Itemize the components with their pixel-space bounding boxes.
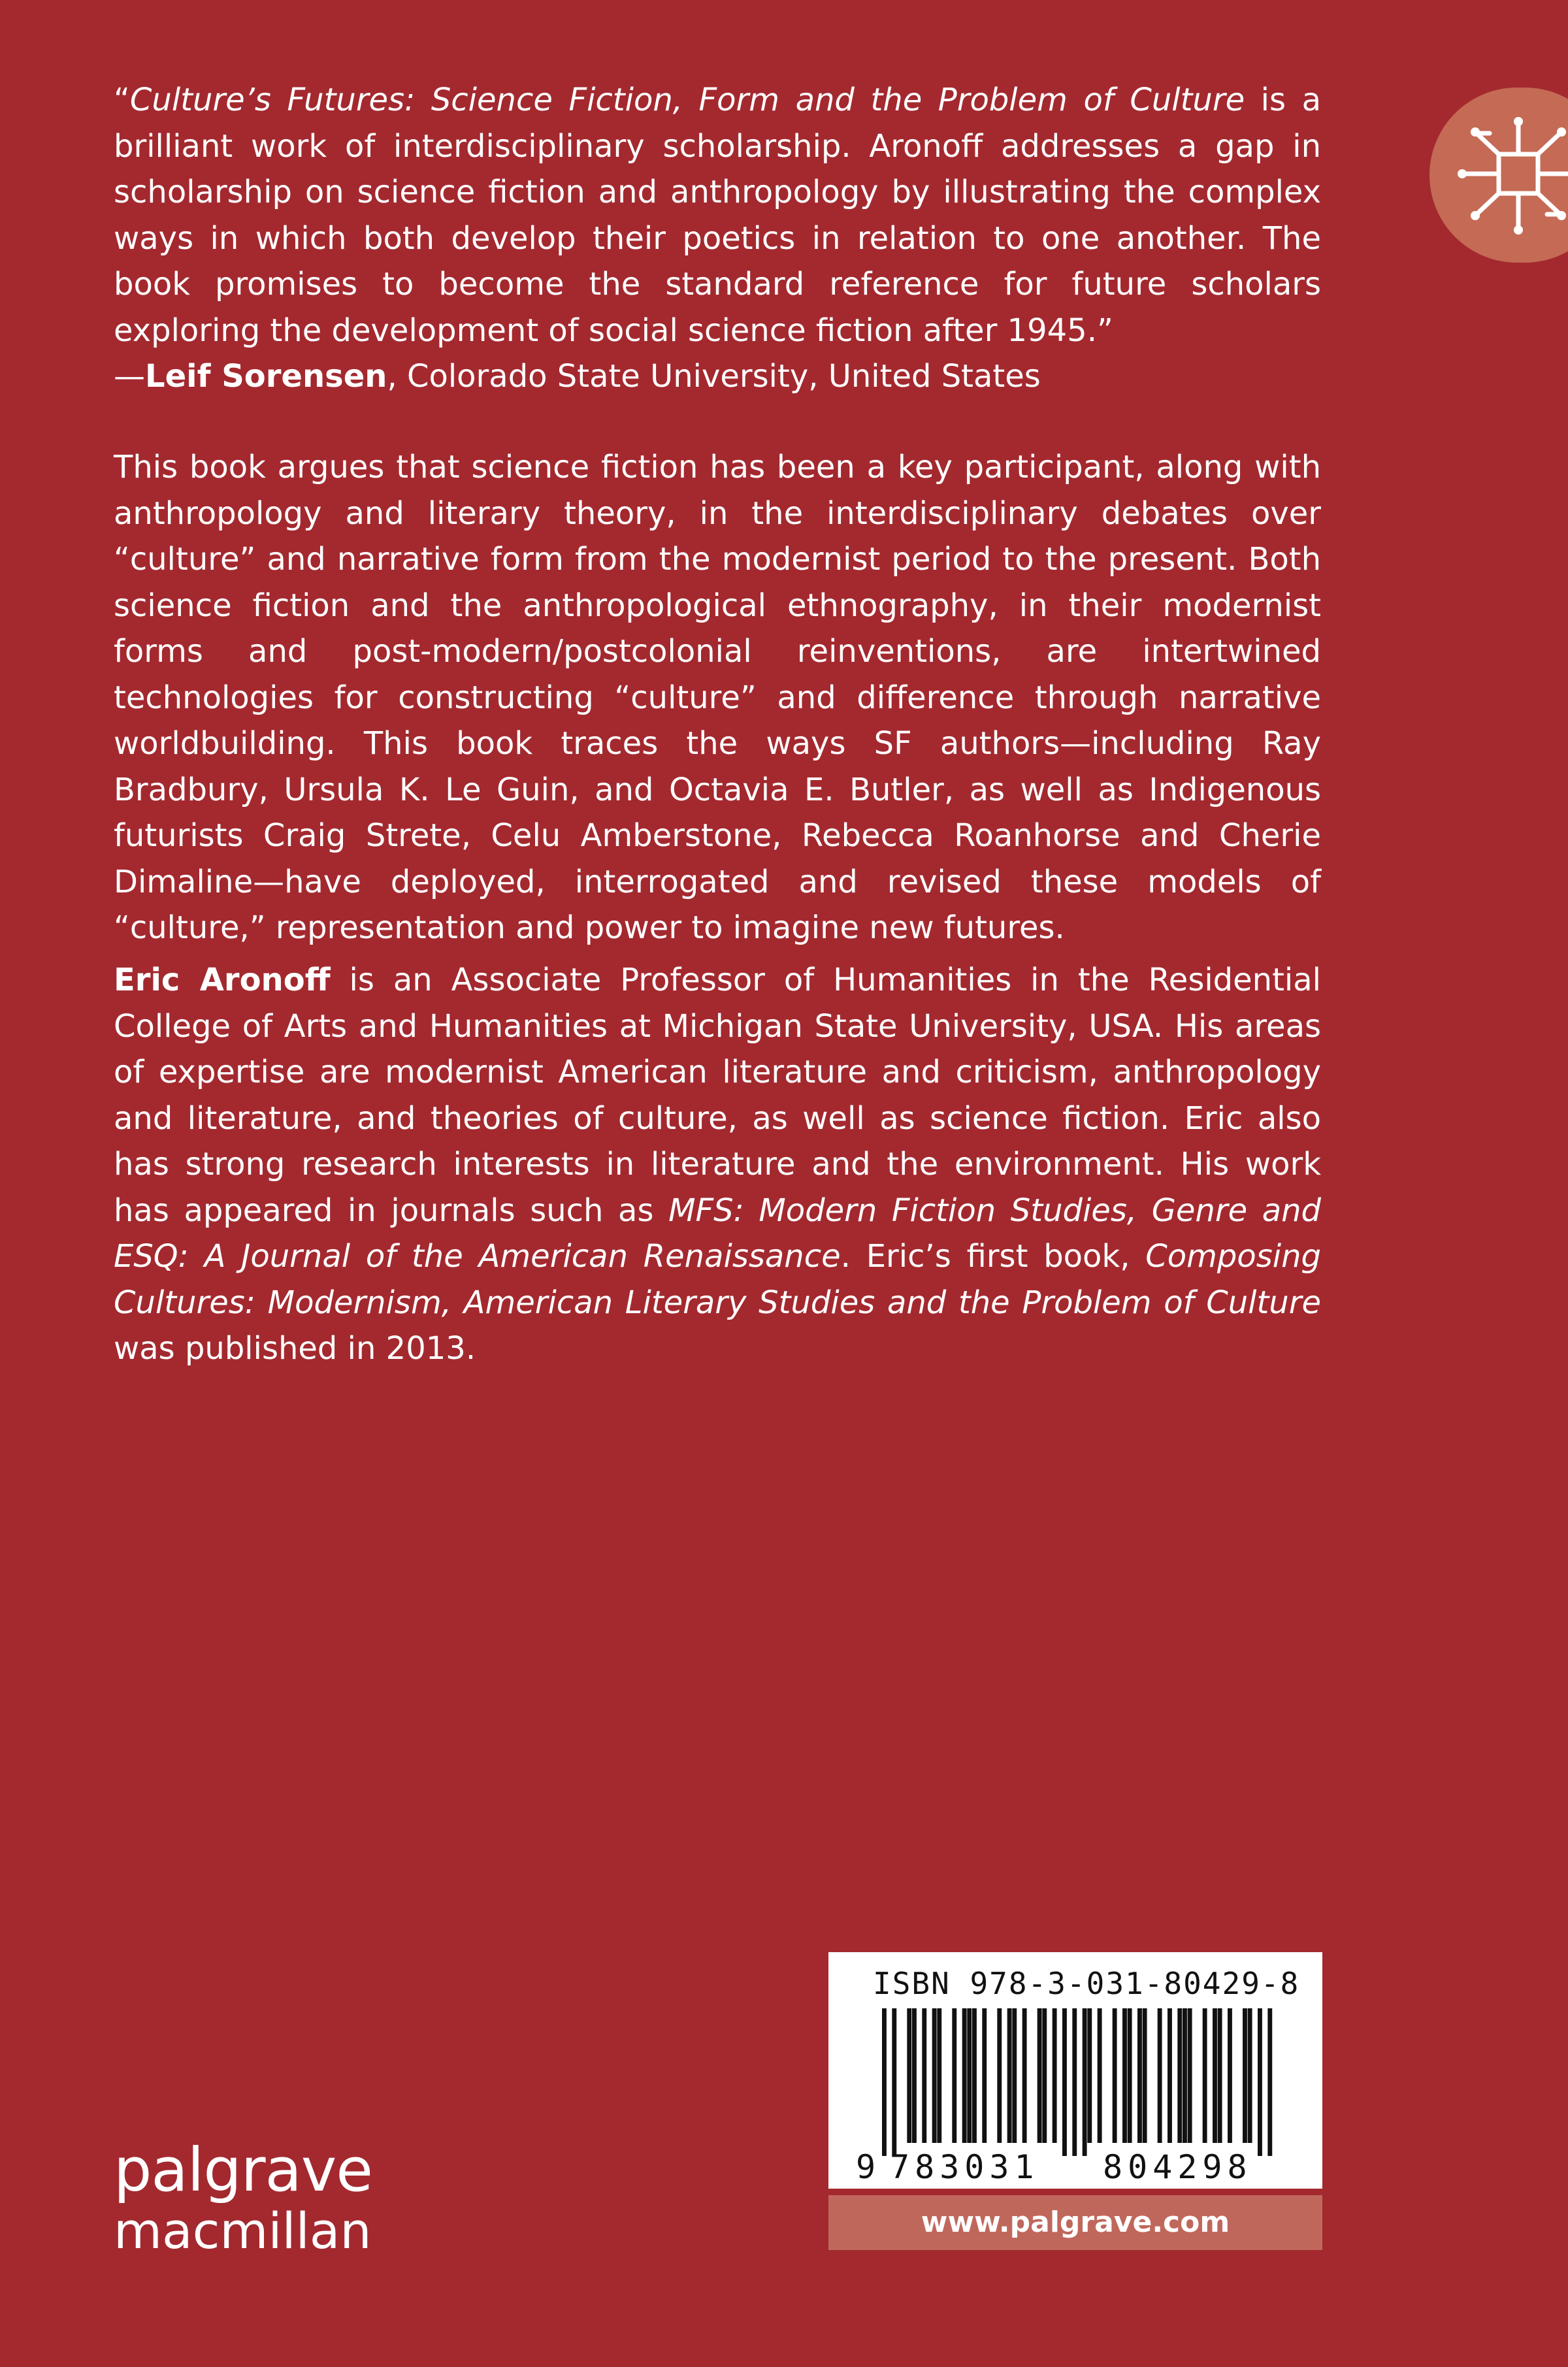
- barcode-bar: [907, 2008, 911, 2143]
- publisher-logo-line2: macmillan: [114, 2202, 372, 2260]
- barcode: [828, 1952, 1322, 2189]
- barcode-bar: [1128, 2008, 1132, 2143]
- barcode-left-digits: 783031: [890, 2148, 1039, 2186]
- bio-text-2: . Eric’s first book,: [840, 1238, 1146, 1275]
- praise-quote-text: [114, 77, 1321, 353]
- barcode-bar: [1037, 2008, 1042, 2143]
- barcode-bar: [1137, 2008, 1142, 2143]
- barcode-bar: [962, 2008, 967, 2143]
- barcode-bar: [882, 2008, 887, 2156]
- barcode-lead-digit: 9: [856, 2148, 876, 2186]
- book-title: Culture’s Futures: Science Fiction, Form and the Problem of Culture: [129, 82, 1245, 118]
- barcode-bar: [892, 2008, 896, 2156]
- barcode-bar: [1213, 2008, 1217, 2143]
- barcode-bar: [1007, 2008, 1012, 2143]
- barcode-bar: [1087, 2008, 1092, 2143]
- attribution-dash: —: [114, 358, 145, 395]
- compass-icon: [1453, 114, 1568, 238]
- reviewer-affiliation: , Colorado State University, United States: [387, 358, 1041, 395]
- barcode-bar: [1177, 2008, 1182, 2143]
- reviewer-name: Leif Sorensen: [145, 358, 387, 395]
- barcode-bar: [1228, 2008, 1232, 2143]
- publisher-website: www.palgrave.com: [828, 2195, 1322, 2250]
- barcode-bar: [1072, 2008, 1077, 2156]
- barcode-bar: [1083, 2008, 1087, 2156]
- barcode-bar: [1248, 2008, 1252, 2143]
- author-name: Eric Aronoff: [114, 962, 331, 998]
- barcode-bar: [912, 2008, 917, 2143]
- first-book-title: Composing Cultures: Modernism, American Literary Studies and the Problem of Culture: [114, 1238, 1321, 1321]
- journal-titles: MFS: Modern Fiction Studies, Genre and ESQ: A Journal of the American Renaissance: [114, 1192, 1322, 1275]
- barcode-right-digits: 804298: [1103, 2148, 1252, 2186]
- author-bio: [114, 957, 1321, 1372]
- barcode-bar: [922, 2008, 926, 2143]
- barcode-bar: [952, 2008, 956, 2143]
- barcode-bar: [1243, 2008, 1247, 2143]
- book-description: [114, 444, 1321, 951]
- open-quote-mark: “: [114, 82, 130, 118]
- barcode-bar: [1218, 2008, 1222, 2143]
- barcode-bar: [1012, 2008, 1017, 2143]
- praise-body: is a brilliant work of interdisciplinary scholarship. Aronoff addresses a gap in scholarship on science fiction and anthropology by illustrating the complex ways in which both develop their poetics in relation to one another. The book promises to become the standard reference for future scholars exploring the development of social science fiction after 1945.”: [114, 82, 1321, 349]
- barcode-bar: [1143, 2008, 1147, 2143]
- barcode-bar: [1168, 2008, 1172, 2143]
- barcode-bar: [1267, 2008, 1272, 2156]
- barcode-bar: [1113, 2008, 1117, 2143]
- barcode-bar: [967, 2008, 972, 2143]
- barcode-bar: [1042, 2008, 1047, 2143]
- barcode-bar: [997, 2008, 1002, 2143]
- barcode-bar: [932, 2008, 937, 2143]
- barcode-bar: [1062, 2008, 1067, 2156]
- barcode-bar: [1188, 2008, 1192, 2143]
- barcode-bar: [1158, 2008, 1162, 2143]
- barcode-bar: [1122, 2008, 1127, 2143]
- barcode-bar: [1183, 2008, 1187, 2143]
- bio-text-3: was published in 2013.: [114, 1330, 476, 1367]
- barcode-bar: [1203, 2008, 1207, 2143]
- praise-quote: [114, 77, 1321, 400]
- publisher-logo: [114, 2135, 372, 2260]
- isbn-label: ISBN 978-3-031-80429-8: [873, 1966, 1300, 2001]
- barcode-bar: [1053, 2008, 1057, 2143]
- barcode-bar: [937, 2008, 941, 2143]
- palgrave-compass-icon: [1429, 88, 1568, 263]
- praise-attribution: [114, 353, 1321, 400]
- barcode-bar: [1258, 2008, 1262, 2156]
- author-bio-text: [114, 957, 1321, 1372]
- barcode-bar: [982, 2008, 987, 2143]
- barcode-bar: [972, 2008, 977, 2143]
- bio-text-1: is an Associate Professor of Humanities in the Residential College of Arts and Humanities at Michigan State University, USA. His areas of expertise are modernist American literature and criticism, anthropology and literature, and theories of culture, as well as science fiction. Eric also has strong research interests in literature and the environment. His work has appeared in journals such as: [114, 962, 1321, 1229]
- barcode-bar: [1022, 2008, 1027, 2143]
- barcode-bar: [1098, 2008, 1102, 2143]
- description-text: This book argues that science fiction has been a key participant, along with anthropology and literary theory, in the interdisciplinary debates over “culture” and narrative form from the modernist period to the present. Both science fiction and the anthropological ethnography, in their modernist forms and post-modern/postcolonial reinventions, are intertwined technologies for constructing “culture” and difference through narrative worldbuilding. This book traces the ways SF authors—including Ray Bradbury, Ursula K. Le Guin, and Octavia E. Butler, as well as Indigenous futurists Craig Strete, Celu Amberstone, Rebecca Roanhorse and Cherie Dimaline—have deployed, interrogated and revised these models of “culture,” representation and power to imagine new futures.: [114, 449, 1321, 946]
- publisher-logo-line1: palgrave: [114, 2135, 372, 2205]
